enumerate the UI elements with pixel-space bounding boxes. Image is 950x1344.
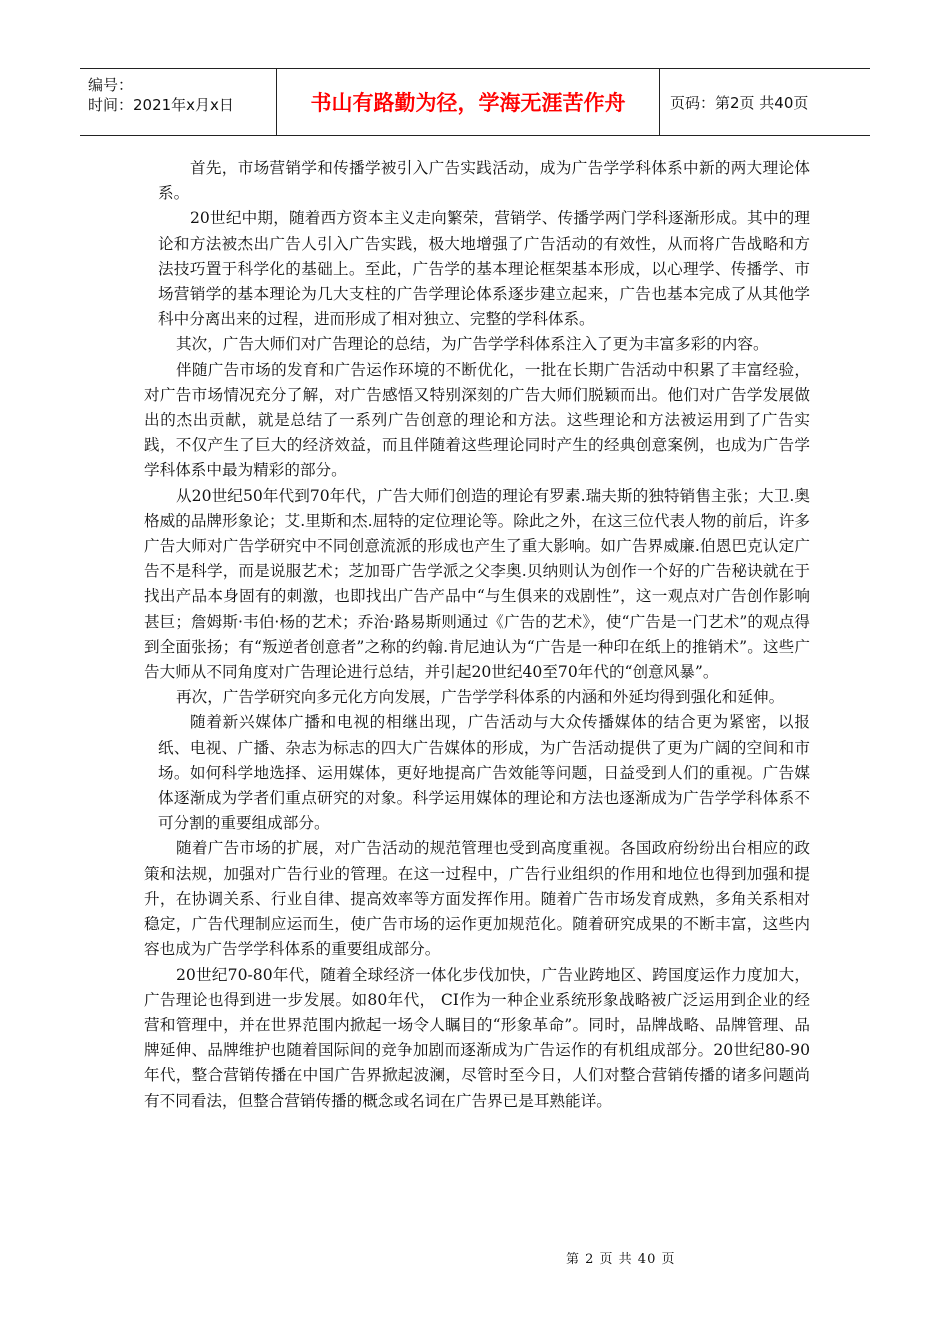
document-date-label: 时间：2021年x月x日: [88, 96, 234, 114]
paragraph-5: 从20世纪50年代到70年代，广告大师们创造的理论有罗素.瑞夫斯的独特销售主张；大卫.奥格威的品牌形象论；艾.里斯和杰.屈特的定位理论等。除此之外，在这三位代表人物的前后，许多广告大师对广告学研究中不同创意流派的形成也产生了重大影响。如广告界威廉.伯恩巴克认定广告不是科学，而是说服艺术；芝加哥广告学派之父李奥.贝纳则认为创作一个好的广告秘诀就在于找出产品本身固有的刺激，也即找出广告产品中“与生俱来的戏剧性”，这一观点对广告创作影响甚巨；詹姆斯·韦伯·杨的艺术；乔治·路易斯则通过《广告的艺术》，使“广告是一门艺术”的观点得到全面张扬；有“叛逆者创意者”之称的约翰.肯尼迪认为“广告是一种印在纸上的推销术”。这些广告大师从不同角度对广告理论进行总结，并引起20世纪40至70年代的“创意风暴”。: [144, 486, 810, 682]
header-meta: [80, 69, 277, 135]
page-header: [80, 68, 870, 136]
paragraph-7: 随着新兴媒体广播和电视的相继出现，广告活动与大众传播媒体的结合更为紧密，以报纸、电视、广播、杂志为标志的四大广告媒体的形成，为广告活动提供了更为广阔的空间和市场。如何科学地选择、运用媒体，更好地提高广告效能等问题，日益受到人们的重视。广告媒体逐渐成为学者们重点研究的对象。科学运用媒体的理论和方法也逐渐成为广告学学科体系不可分割的重要组成部分。: [158, 713, 810, 833]
header-motto: 书山有路勤为径，学海无涯苦作舟: [277, 69, 660, 135]
paragraph-4: 伴随广告市场的发育和广告运作环境的不断优化，一批在长期广告活动中积累了丰富经验，对广告市场情况充分了解，对广告感悟又特别深刻的广告大师们脱颖而出。他们对广告学发展做出的杰出贡献，就是总结了一系列广告创意的理论和方法。这些理论和方法被运用到了广告实践，不仅产生了巨大的经济效益，而且伴随着这些理论同时产生的经典创意案例，也成为广告学学科体系中最为精彩的部分。: [144, 360, 810, 480]
paragraph-9: 20世纪70-80年代，随着全球经济一体化步伐加快，广告业跨地区、跨国度运作力度加大，广告理论也得到进一步发展。如80年代， CI作为一种企业系统形象战略被广泛运用到企业的经营和管理中，并在世界范围内掀起一场令人瞩目的“形象革命”。同时，品牌战略、品牌管理、品牌延伸、品牌维护也随着国际间的竞争加剧而逐渐成为广告运作的有机组成部分。20世纪80-90年代，整合营销传播在中国广告界掀起波澜，尽管时至今日，人们对整合营销传播的诸多问题尚有不同看法，但整合营销传播的概念或名词在广告界已是耳熟能详。: [144, 965, 810, 1110]
paragraph-1: 首先，市场营销学和传播学被引入广告实践活动，成为广告学学科体系中新的两大理论体系。: [158, 159, 810, 203]
paragraph-3: 其次，广告大师们对广告理论的总结，为广告学学科体系注入了更为丰富多彩的内容。: [176, 335, 769, 354]
document-number-label: 编号：: [88, 76, 134, 94]
paragraph-2: 20世纪中期，随着西方资本主义走向繁荣，营销学、传播学两门学科逐渐形成。其中的理论和方法被杰出广告人引入广告实践，极大地增强了广告活动的有效性，从而将广告战略和方法技巧置于科学化的基础上。至此，广告学的基本理论框架基本形成，以心理学、传播学、市场营销学的基本理论为几大支柱的广告学理论体系逐步建立起来，广告也基本完成了从其他学科中分离出来的过程，进而形成了相对独立、完整的学科体系。: [158, 209, 810, 329]
document-body: [144, 156, 810, 1114]
page-footer: 第 2 页 共 40 页: [566, 1252, 676, 1267]
paragraph-8: 随着广告市场的扩展，对广告活动的规范管理也受到高度重视。各国政府纷纷出台相应的政策和法规，加强对广告行业的管理。在这一过程中，广告行业组织的作用和地位也得到加强和提升，在协调关系、行业自律、提高效率等方面发挥作用。随着广告市场发育成熟，多角关系相对稳定，广告代理制应运而生，使广告市场的运作更加规范化。随着研究成果的不断丰富，这些内容也成为广告学学科体系的重要组成部分。: [144, 839, 810, 959]
paragraph-6: 再次，广告学研究向多元化方向发展，广告学学科体系的内涵和外延均得到强化和延伸。: [176, 688, 785, 707]
header-page-number: 页码：第2页 共40页: [670, 93, 809, 112]
